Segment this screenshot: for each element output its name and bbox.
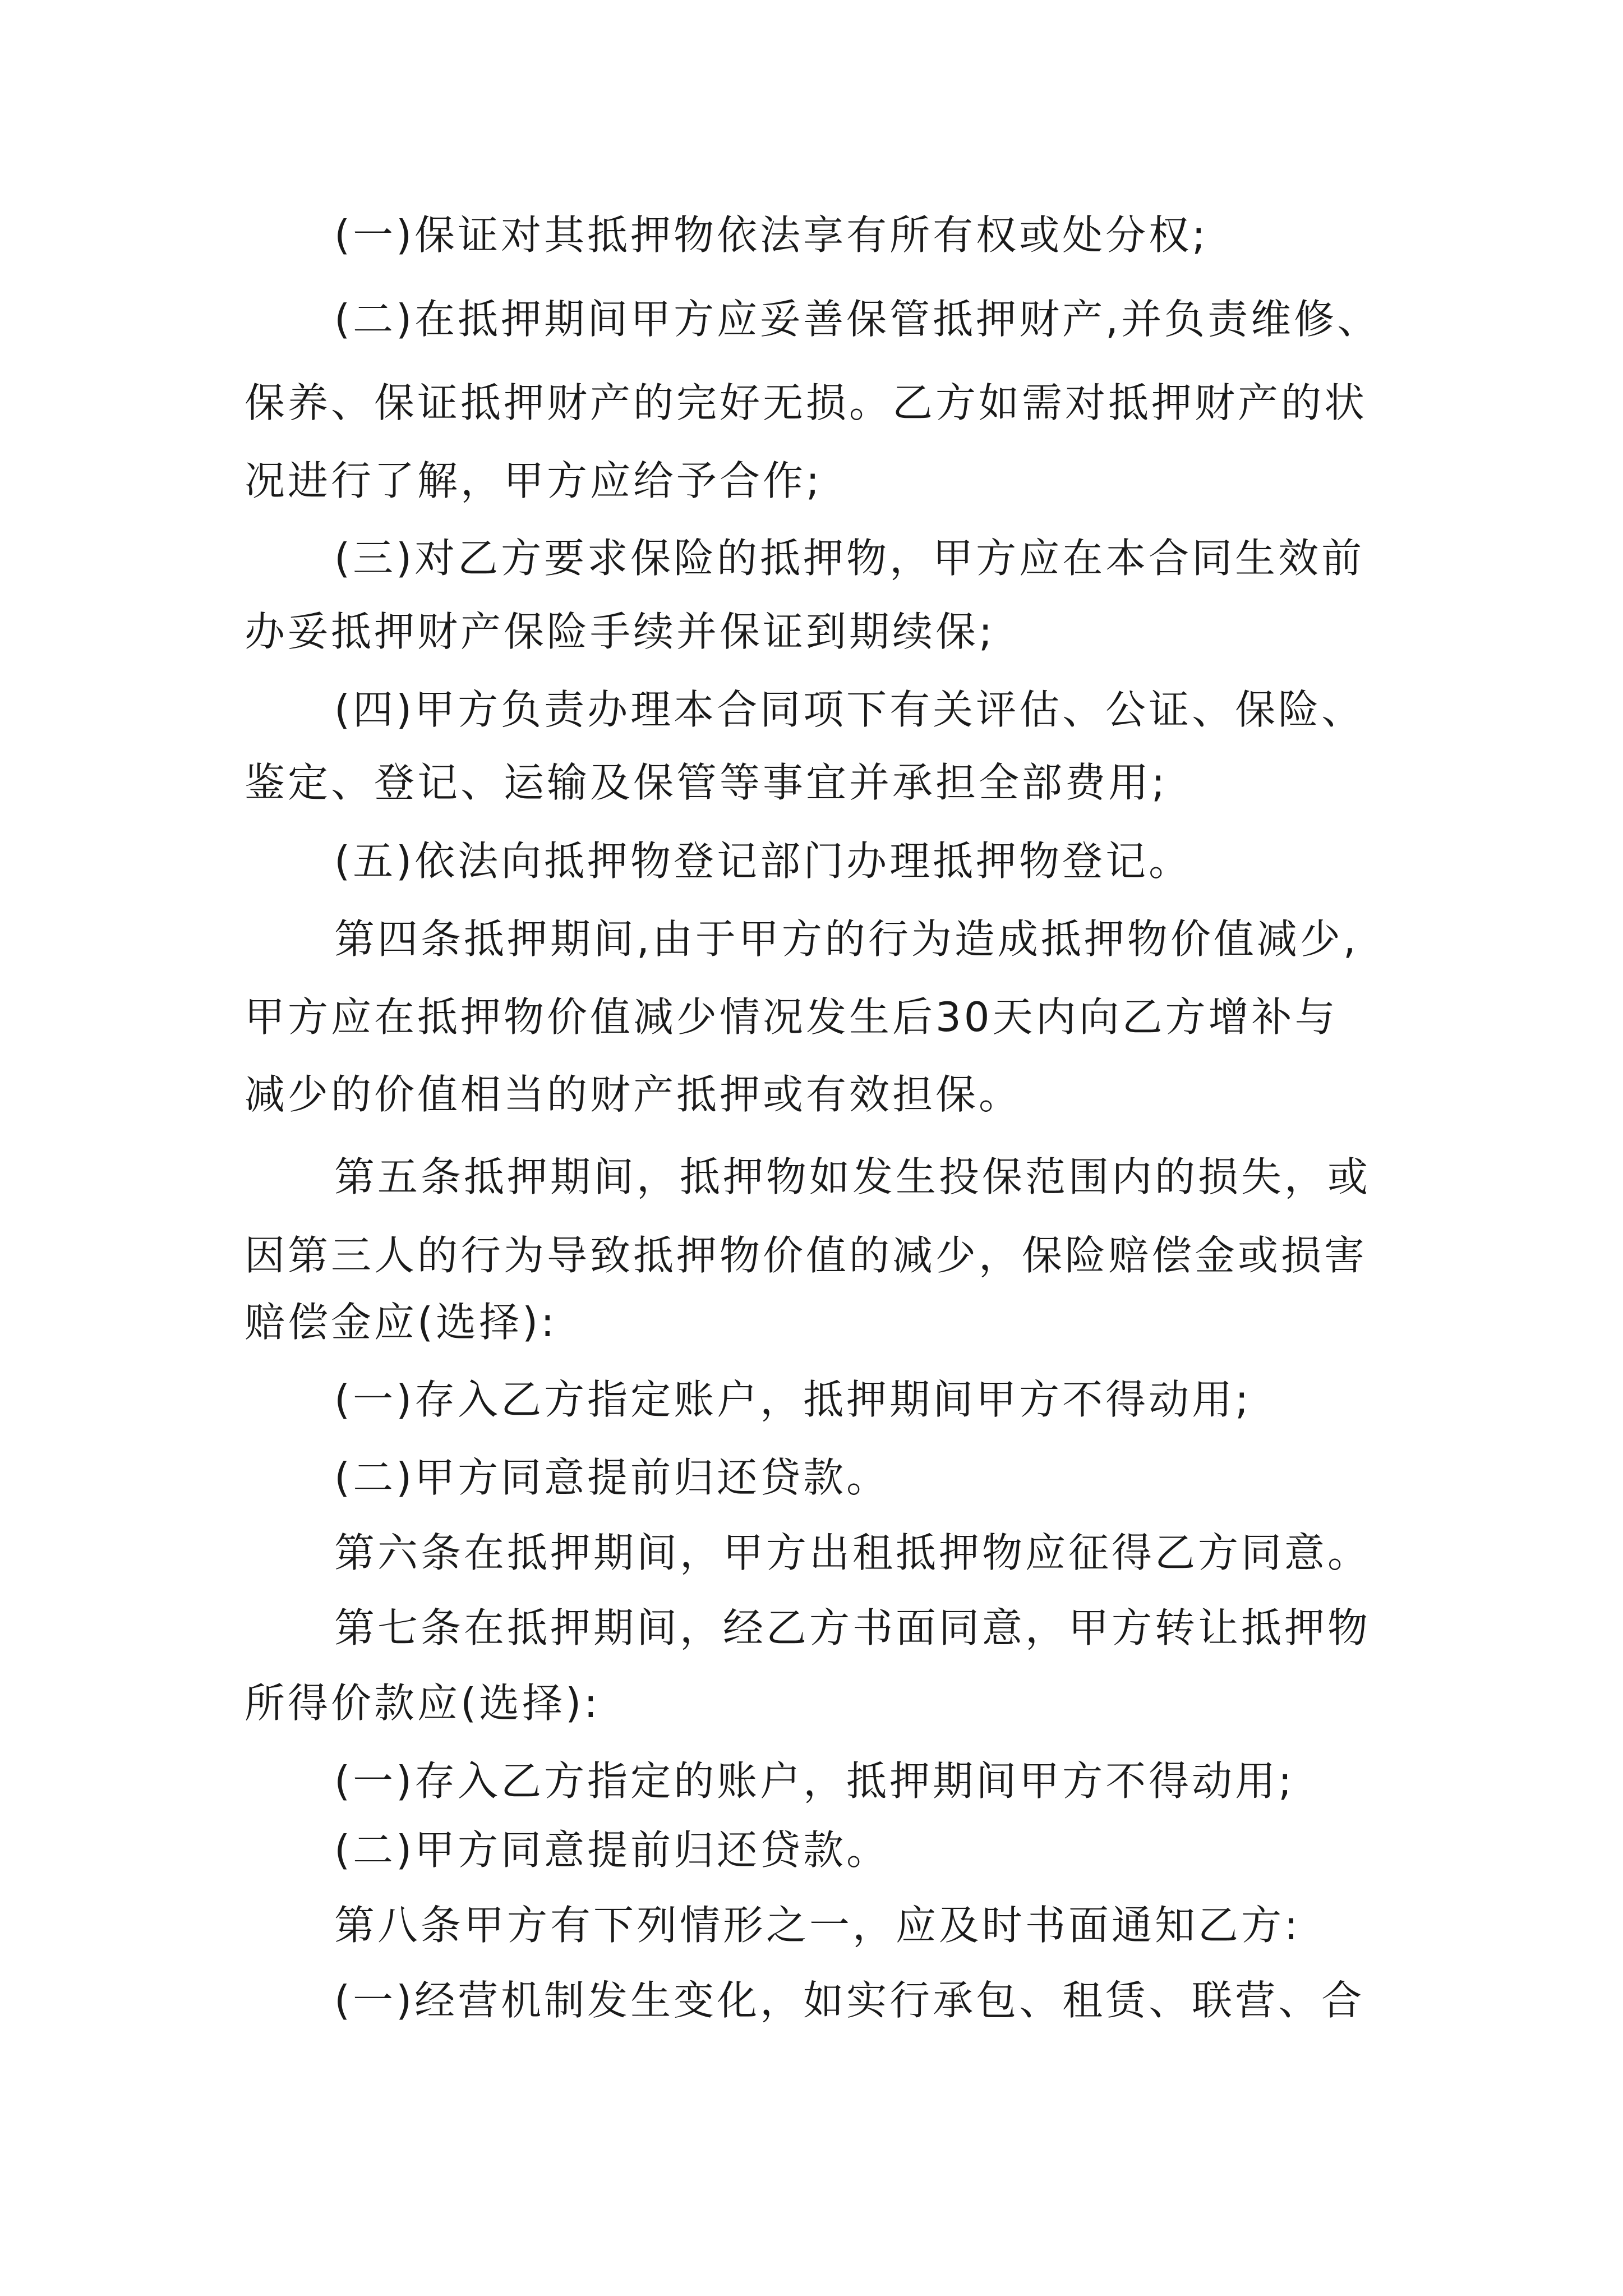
text-line: 鉴定、登记、运输及保管等事宜并承担全部费用; bbox=[245, 759, 1168, 806]
text-line: 第五条抵押期间，抵押物如发生投保范围内的损失，或 bbox=[334, 1153, 1371, 1200]
text-line: 减少的价值相当的财产抵押或有效担保。 bbox=[245, 1071, 1022, 1118]
text-line: (一)存入乙方指定账户，抵押期间甲方不得动用; bbox=[334, 1376, 1252, 1423]
text-line: 第七条在抵押期间，经乙方书面同意，甲方转让抵押物 bbox=[334, 1604, 1371, 1651]
text-line: 第八条甲方有下列情形之一，应及时书面通知乙方: bbox=[334, 1902, 1301, 1949]
text-line: (一)存入乙方指定的账户，抵押期间甲方不得动用; bbox=[334, 1757, 1295, 1805]
text-line: (三)对乙方要求保险的抵押物，甲方应在本合同生效前 bbox=[334, 535, 1365, 582]
text-line: 因第三人的行为导致抵押物价值的减少，保险赔偿金或损害 bbox=[245, 1232, 1368, 1279]
text-line: 第六条在抵押期间，甲方出租抵押物应征得乙方同意。 bbox=[334, 1529, 1371, 1576]
text-line: (一)经营机制发生变化，如实行承包、租赁、联营、合 bbox=[334, 1977, 1365, 2024]
text-line: 甲方应在抵押物价值减少情况发生后30天内向乙方增补与 bbox=[245, 993, 1338, 1041]
text-line: (二)在抵押期间甲方应妥善保管抵押财产,并负责维修、 bbox=[334, 296, 1381, 343]
text-line: (五)依法向抵押物登记部门办理抵押物登记。 bbox=[334, 838, 1192, 885]
text-line: 赔偿金应(选择): bbox=[245, 1299, 557, 1346]
text-line: 第四条抵押期间,由于甲方的行为造成抵押物价值减少, bbox=[334, 915, 1359, 963]
text-line: 况进行了解，甲方应给予合作; bbox=[245, 457, 823, 504]
text-line: 办妥抵押财产保险手续并保证到期续保; bbox=[245, 608, 995, 655]
text-line: (二)甲方同意提前归还贷款。 bbox=[334, 1826, 890, 1874]
text-line: (二)甲方同意提前归还贷款。 bbox=[334, 1454, 890, 1501]
text-line: (四)甲方负责办理本合同项下有关评估、公证、保险、 bbox=[334, 686, 1365, 733]
text-line: (一)保证对其抵押物依法享有所有权或处分权; bbox=[334, 211, 1209, 259]
text-line: 所得价款应(选择): bbox=[245, 1680, 601, 1727]
text-line: 保养、保证抵押财产的完好无损。乙方如需对抵押财产的状 bbox=[245, 379, 1368, 426]
